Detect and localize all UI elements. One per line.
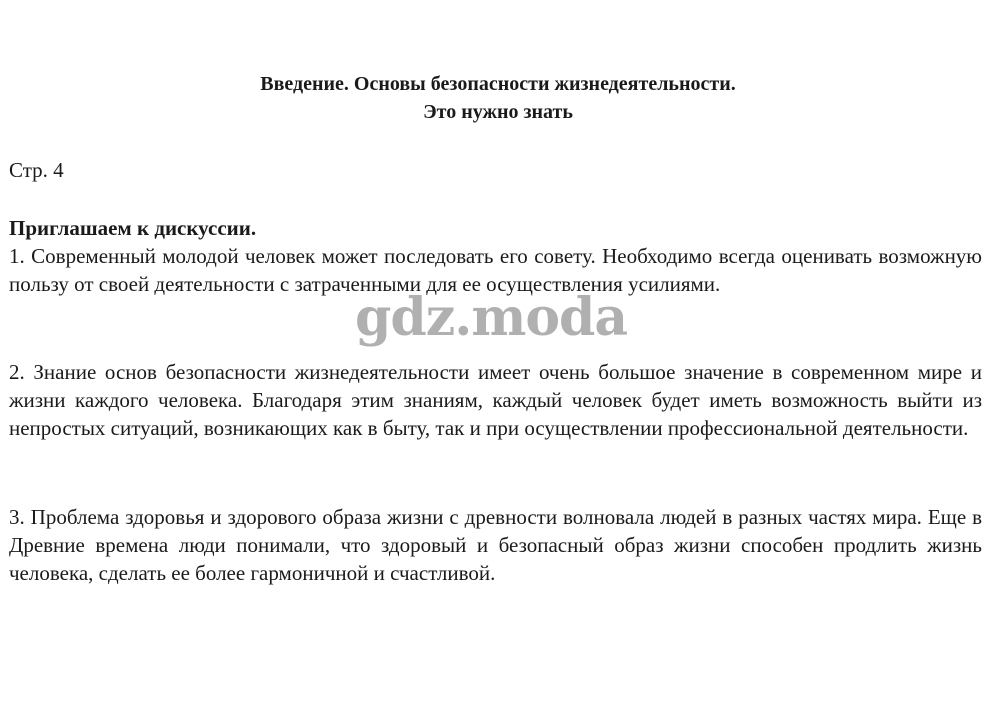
page-reference: Стр. 4 (9, 158, 64, 182)
watermark-logo: gdz.moda (355, 287, 628, 348)
paragraph-3: 3. Проблема здоровья и здорового образа жизни с древности волновала людей в разных частях мира. Еще в Древние времена люди понимали, что здоровый и безопасный образ жизни способен продлить жизнь человека, сделать ее более гармоничной и счастливой. (9, 505, 982, 585)
document-title: Введение. Основы безопасности жизнедеятельности. (260, 73, 736, 95)
document-subtitle: Это нужно знать (423, 101, 573, 123)
paragraph-1: 1. Современный молодой человек может последовать его совету. Необходимо всегда оценивать возможную пользу от своей деятельности с затраченными для ее осуществления усилиями. (9, 244, 982, 296)
section-heading: Приглашаем к дискуссии. (9, 216, 257, 240)
paragraph-2: 2. Знание основ безопасности жизнедеятельности имеет очень большое значение в современном мире и жизни каждого человека. Благодаря этим знаниям, каждый человек будет иметь возможность выйти из непростых ситуаций, возникающих как в быту, так и при осуществлении профессиональной деятельности. (9, 360, 982, 440)
